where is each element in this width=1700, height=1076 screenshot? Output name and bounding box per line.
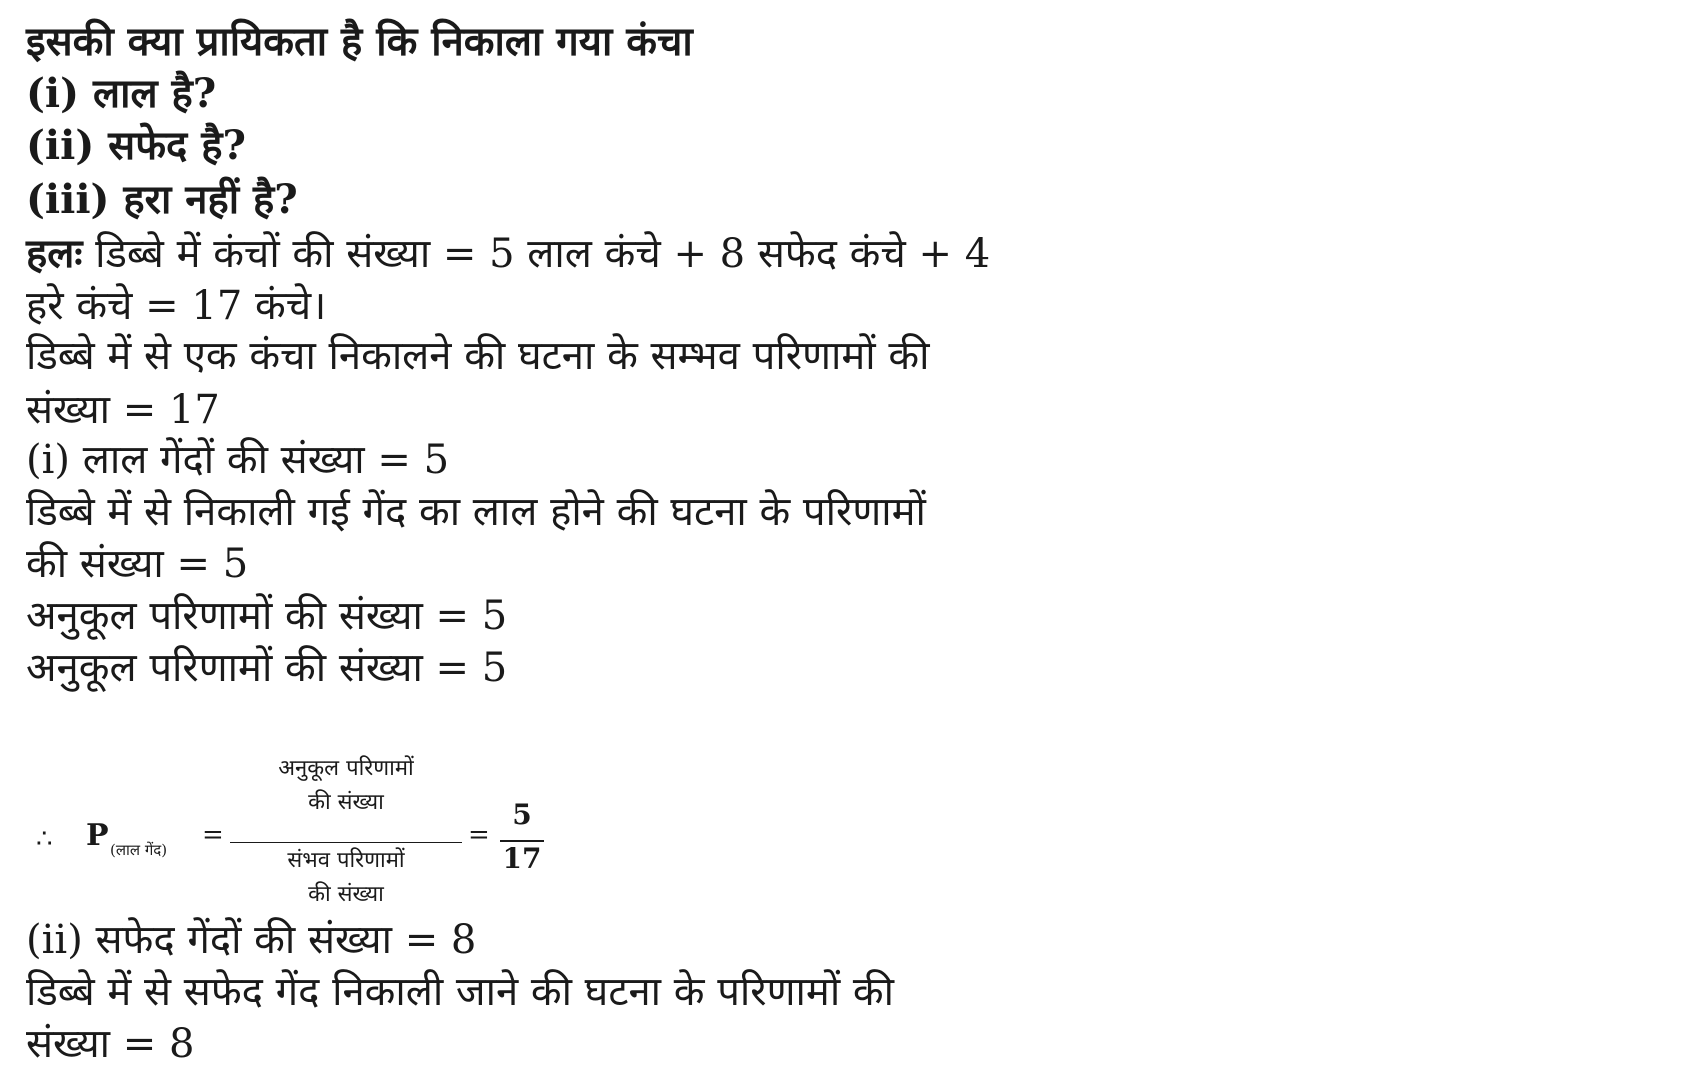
part1-line-5: अनुकूल परिणामों की संख्या = 5: [26, 645, 508, 691]
part1-line-3: की संख्या = 5: [26, 541, 249, 587]
probability-symbol: P: [86, 818, 109, 853]
part2-line-1: (ii) सफेद गेंदों की संख्या = 8: [26, 917, 477, 963]
solution-line-1: [26, 228, 990, 280]
part1-line-2: डिब्बे में से निकाली गई गेंद का लाल होने की घटना के परिणामों: [26, 489, 926, 535]
solution-line-3: डिब्बे में से एक कंचा निकालने की घटना के सम्भव परिणामों की: [26, 333, 930, 379]
solution-label: हलः: [26, 230, 83, 277]
part2-line-3: संख्या = 8: [26, 1021, 195, 1067]
result-numerator: 5: [512, 798, 532, 831]
question-part-ii: (ii) सफेद है?: [26, 122, 246, 169]
fraction-numerator-line-2: की संख्या: [308, 790, 384, 815]
question-intro: इसकी क्या प्रायिकता है कि निकाला गया कंचा: [26, 18, 693, 65]
equals-sign-2: =: [468, 820, 490, 850]
fraction-bar: [230, 842, 462, 843]
fraction-denominator-line-1: संभव परिणामों: [287, 848, 405, 873]
question-part-iii: (iii) हरा नहीं है?: [26, 176, 298, 223]
solution-text-1: डिब्बे में कंचों की संख्या = 5 लाल कंचे + 8 सफेद कंचे + 4: [95, 231, 991, 277]
solution-line-2: हरे कंचे = 17 कंचे।: [26, 283, 327, 329]
fraction-denominator-line-2: की संख्या: [308, 882, 384, 907]
question-part-i: (i) लाल है?: [26, 70, 217, 117]
therefore-symbol: ∴: [36, 824, 53, 854]
part1-line-4: अनुकूल परिणामों की संख्या = 5: [26, 593, 508, 639]
result-denominator: 17: [502, 842, 542, 875]
probability-subscript: (लाल गेंद): [110, 841, 168, 859]
fraction-numerator-line-1: अनुकूल परिणामों: [278, 756, 414, 781]
part2-line-2: डिब्बे में से सफेद गेंद निकाली जाने की घटना के परिणामों की: [26, 969, 894, 1015]
equals-sign: =: [202, 820, 224, 850]
solution-line-4: संख्या = 17: [26, 387, 220, 433]
part1-line-1: (i) लाल गेंदों की संख्या = 5: [26, 437, 450, 483]
probability-formula: [30, 756, 550, 912]
